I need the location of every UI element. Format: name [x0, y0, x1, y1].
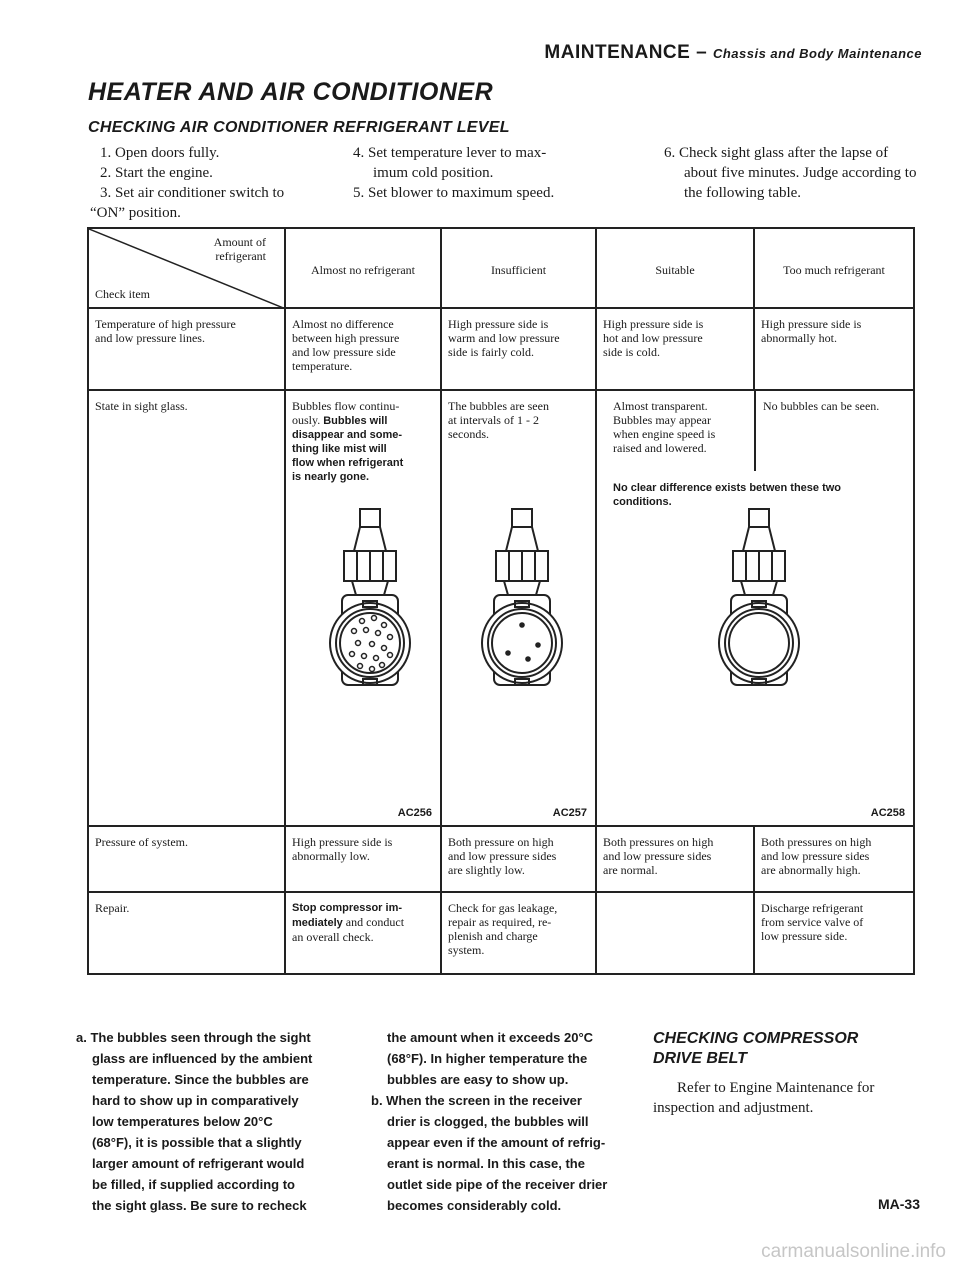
table-cell: High pressure side is abnormally low. — [285, 826, 441, 892]
table-row-pressure — [88, 826, 914, 892]
steps-col-3 — [664, 143, 916, 203]
partial-divider — [754, 391, 756, 471]
table-cell: Both pressures on high and low pressure sides are abnormally high. — [754, 826, 914, 892]
step-line: 4. Set temperature lever to max- — [353, 145, 547, 161]
table-cell-empty — [596, 892, 754, 974]
shared-note: No clear difference exists betwen these two conditions. — [613, 482, 842, 508]
header-dash: – — [690, 42, 713, 63]
corner-label-amount: Amount of refrigerant — [213, 235, 266, 263]
table-row-repair — [88, 892, 914, 974]
step-line: the following table. — [684, 185, 802, 201]
table-cell: Both pressure on high and low pressure sides are slightly low. — [441, 826, 596, 892]
step-line: imum cold position. — [373, 165, 494, 181]
table-header-row — [88, 228, 914, 308]
table-cell: Almost no difference between high pressure and low pressure side temperature. — [285, 308, 441, 390]
step-line: about five minutes. Judge according to — [684, 165, 917, 181]
sight-glass-few-bubbles-icon — [468, 503, 576, 693]
column-header-insufficient: Insufficient — [441, 228, 596, 308]
sight-glass-many-bubbles-icon — [316, 503, 424, 693]
step-line: 1. Open doors fully. — [100, 145, 220, 161]
sight-glass-clear-icon — [705, 503, 813, 693]
column-header-almost-no: Almost no refrigerant — [285, 228, 441, 308]
table-row-sight-glass — [88, 390, 914, 826]
table-cell: Bubbles flow continu- ously. Bubbles will disappear and some- thing like mist will flow when refrigerant is nearly gone. AC256 — [285, 390, 441, 826]
table-cell: Check for gas leakage, repair as required, re- plenish and charge system. — [441, 892, 596, 974]
steps-col-2 — [353, 143, 554, 203]
step-line: 2. Start the engine. — [100, 165, 213, 181]
table-row-temperature — [88, 308, 914, 390]
step-line: “ON” position. — [90, 205, 181, 221]
header-section: MAINTENANCE — [544, 42, 691, 63]
table-cell: Discharge refrigerant from service valve of low pressure side. — [754, 892, 914, 974]
step-line: 6. Check sight glass after the lapse of — [664, 145, 889, 161]
header-subsection: Chassis and Body Maintenance — [712, 46, 922, 61]
table-cell: High pressure side is abnormally hot. — [754, 308, 914, 390]
section-title-compressor-belt: CHECKING COMPRESSOR DRIVE BELT — [653, 1030, 859, 1067]
table-cell: Stop compressor im- mediately and conduct an overall check. — [285, 892, 441, 974]
table-cell: High pressure side is warm and low pressure side is fairly cold. — [441, 308, 596, 390]
steps-col-1 — [90, 143, 285, 223]
section-title: CHECKING AIR CONDITIONER REFRIGERANT LEVEL — [88, 119, 510, 136]
column-header-too-much: Too much refrigerant — [754, 228, 914, 308]
running-header — [544, 42, 922, 64]
page-title: HEATER AND AIR CONDITIONER — [88, 78, 494, 106]
step-line: 5. Set blower to maximum speed. — [353, 185, 555, 201]
table-cell: High pressure side is hot and low pressure side is cold. — [596, 308, 754, 390]
table-cell: The bubbles are seen at intervals of 1 - 2 seconds. AC257 — [441, 390, 596, 826]
table-corner-cell — [88, 228, 285, 308]
page-number: MA-33 — [877, 1196, 920, 1212]
figure-label: AC258 — [870, 807, 905, 819]
note-a-continued-and-b: the amount when it exceeds 20°C (68°F). In higher temperature the bubbles are easy to show up. b. When the screen in the receiver drier is clogged, the bubbles will appear even if the amount of refrig- erant is normal. In this case, the outlet side pipe of the receiver drier becomes considerably cold. — [371, 1030, 608, 1213]
figure-label: AC256 — [397, 807, 432, 819]
table-cell: Both pressures on high and low pressure sides are normal. — [596, 826, 754, 892]
note-a: a. The bubbles seen through the sight glass are influenced by the ambient temperature. Since the bubbles are hard to show up in comparatively low temperatures below 20°C (68°F), it is possible that a slightly larger amount of refrigerant would be filled, if supplied according to the sight glass. Be sure to recheck — [76, 1030, 313, 1213]
row-label: Temperature of high pressure and low pressure lines. — [88, 308, 285, 390]
refrigerant-check-table — [87, 227, 915, 975]
row-label: Repair. — [88, 892, 285, 974]
figure-label: AC257 — [552, 807, 587, 819]
corner-label-check-item: Check item — [95, 287, 150, 301]
step-line: 3. Set air conditioner switch to — [100, 185, 285, 201]
watermark: carmanualsonline.info — [761, 1241, 946, 1262]
compressor-belt-text: Refer to Engine Maintenance for inspection and adjustment. — [653, 1080, 875, 1116]
row-label: State in sight glass. — [88, 390, 285, 826]
column-header-suitable: Suitable — [596, 228, 754, 308]
table-cell-merged: Almost transparent. Bubbles may appear when engine speed is raised and lowered. No bubbles can be seen. No clear difference exists betwen these two conditions. AC258 — [596, 390, 914, 826]
row-label: Pressure of system. — [88, 826, 285, 892]
